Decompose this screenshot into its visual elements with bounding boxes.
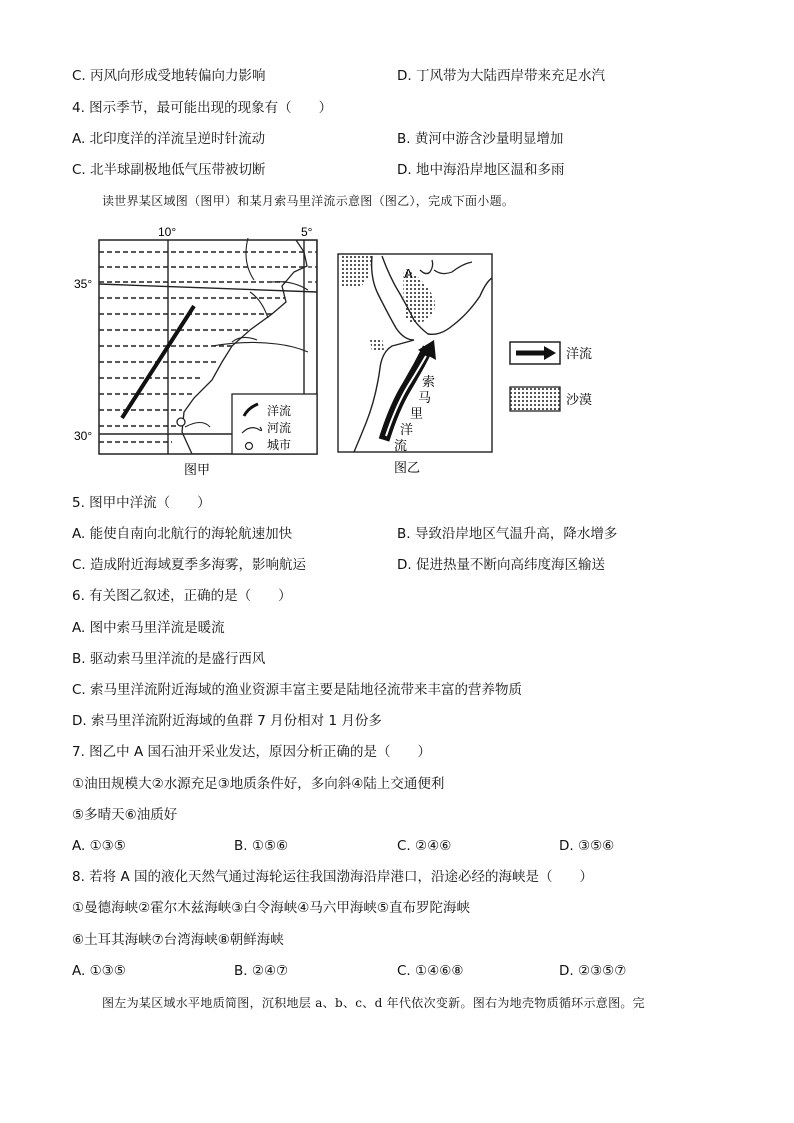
q8-statements-1: ①曼德海峡②霍尔木兹海峡③白令海峡④马六甲海峡⑤直布罗陀海峡 (72, 900, 471, 916)
section-intro: 读世界某区域图（图甲）和某月索马里洋流示意图（图乙），完成下面小题。 (102, 194, 515, 208)
q7-option-d: D. ③⑤⑥ (559, 838, 615, 854)
country-a-label: A (404, 266, 413, 281)
legend-city-label: 城市 (267, 438, 292, 452)
q7-stem: 7. 图乙中 A 国石油开采业发达，原因分析正确的是（ ） (72, 744, 431, 760)
legend-current-label: 洋流 (267, 404, 292, 418)
figure-jia (72, 222, 324, 480)
q3-option-c: C. 丙风向形成受地转偏向力影响 (72, 68, 266, 84)
desert-area-horn (370, 338, 384, 352)
current-name-char-2: 马 (418, 390, 432, 405)
figure-jia-caption: 图甲 (184, 462, 211, 477)
q7-option-b: B. ①⑤⑥ (234, 838, 289, 854)
longitude-5-label: 5° (301, 225, 313, 239)
figure-yi (334, 248, 624, 480)
q4-stem: 4. 图示季节，最可能出现的现象有（ ） (72, 100, 333, 116)
legend-desert-icon (510, 387, 560, 411)
q6-stem: 6. 有关图乙叙述，正确的是（ ） (72, 588, 292, 604)
legend-desert-label: 沙漠 (566, 392, 593, 407)
q5-option-c: C. 造成附近海域夏季多海雾，影响航运 (72, 557, 307, 573)
q7-statements-2: ⑤多晴天⑥油质好 (72, 807, 178, 823)
figure-yi-caption: 图乙 (394, 460, 421, 475)
q4-option-d: D. 地中海沿岸地区温和多雨 (397, 162, 565, 178)
latitude-35-label: 35° (74, 277, 93, 291)
current-name-char-3: 里 (410, 406, 424, 421)
q4-option-a: A. 北印度洋的洋流呈逆时针流动 (72, 131, 266, 147)
next-section-intro: 图左为某区域水平地质简图，沉积地层 a、b、c、d 年代依次变新。图右为地壳物质循环示意图。完 (102, 996, 645, 1010)
q8-option-a: A. ①③⑤ (72, 963, 126, 979)
legend-current-label: 洋流 (566, 346, 593, 361)
city-marker (177, 418, 185, 426)
q8-option-d: D. ②③⑤⑦ (559, 963, 627, 979)
legend-river-label: 河流 (267, 421, 292, 435)
q6-option-d: D. 索马里洋流附近海域的鱼群 7 月份相对 1 月份多 (72, 713, 382, 729)
q6-option-c: C. 索马里洋流附近海域的渔业资源丰富主要是陆地径流带来丰富的营养物质 (72, 682, 523, 698)
q7-statements-1: ①油田规模大②水源充足③地质条件好，多向斜④陆上交通便利 (72, 776, 445, 792)
q6-option-b: B. 驱动索马里洋流的是盛行西风 (72, 651, 266, 667)
latitude-30-label: 30° (74, 429, 93, 443)
longitude-10-label: 10° (158, 225, 177, 239)
q5-option-d: D. 促进热量不断向高纬度海区输送 (397, 557, 605, 573)
current-name-char-5: 流 (394, 438, 408, 453)
q4-option-b: B. 黄河中游含沙量明显增加 (397, 131, 564, 147)
q6-option-a: A. 图中索马里洋流是暖流 (72, 620, 225, 636)
q8-option-c: C. ①④⑥⑧ (397, 963, 464, 979)
q4-option-c: C. 北半球副极地低气压带被切断 (72, 162, 266, 178)
q5-option-a: A. 能使自南向北航行的海轮航速加快 (72, 526, 293, 542)
q5-option-b: B. 导致沿岸地区气温升高，降水增多 (397, 526, 618, 542)
q8-option-b: B. ②④⑦ (234, 963, 289, 979)
q3-option-d: D. 丁风带为大陆西岸带来充足水汽 (397, 68, 605, 84)
q7-option-a: A. ①③⑤ (72, 838, 126, 854)
current-name-char-4: 洋 (400, 422, 414, 437)
current-name-char-1: 索 (422, 374, 436, 389)
city-legend-icon (246, 443, 253, 450)
q7-option-c: C. ②④⑥ (397, 838, 452, 854)
q8-statements-2: ⑥土耳其海峡⑦台湾海峡⑧朝鲜海峡 (72, 932, 284, 948)
q8-stem: 8. 若将 A 国的液化天然气通过海轮运往我国渤海沿岸港口，沿途必经的海峡是（ ） (72, 869, 593, 885)
q5-stem: 5. 图甲中洋流（ ） (72, 495, 211, 511)
